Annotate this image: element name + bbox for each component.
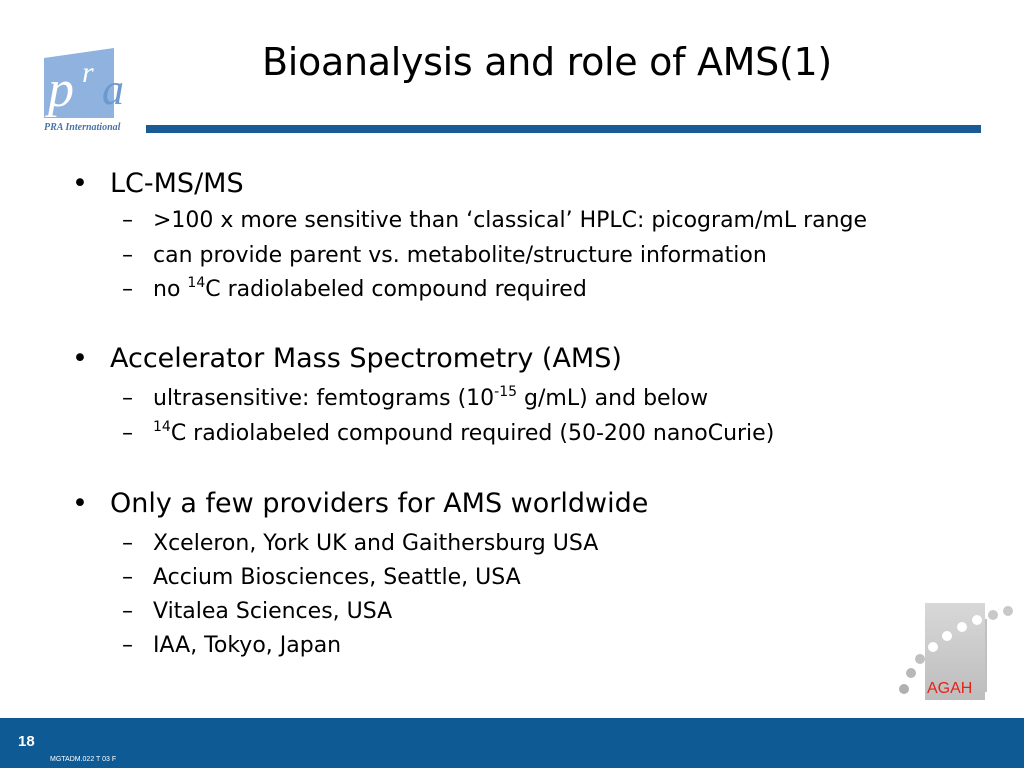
dash-symbol: –: [122, 599, 133, 624]
footer-bar: [0, 718, 1024, 768]
agah-dot: [906, 668, 916, 678]
slide-title: Bioanalysis and role of AMS(1): [262, 40, 832, 84]
pra-logo-letter-a: a: [102, 65, 124, 114]
agah-logo-graphic: [895, 603, 1020, 700]
pra-logo-graphic: [44, 48, 138, 118]
bullet-heading: Accelerator Mass Spectrometry (AMS): [110, 343, 622, 374]
superscript: -15: [494, 384, 518, 400]
agah-dot: [972, 615, 982, 625]
agah-line: [985, 619, 987, 692]
sub-item: [122, 633, 341, 658]
page-number: 18: [18, 733, 35, 750]
sub-item-text-post: C radiolabeled compound required (50-200 nanoCurie): [170, 421, 775, 446]
sub-item: [122, 565, 521, 590]
pra-logo-letter-p: p: [48, 61, 74, 118]
sub-item: [122, 421, 774, 446]
dash-symbol: –: [122, 277, 133, 302]
pra-logo: [44, 48, 138, 118]
bullet-heading: Only a few providers for AMS worldwide: [110, 488, 649, 519]
pra-logo-subtitle: PRA International: [44, 122, 121, 133]
sub-item-text-post: g/mL) and below: [517, 386, 709, 411]
sub-item: [122, 243, 767, 268]
sub-item-text: Accium Biosciences, Seattle, USA: [153, 565, 521, 590]
bullet-symbol: •: [72, 343, 88, 374]
sub-item: [122, 208, 867, 233]
document-code: MGTADM.022 T 03 F: [50, 756, 117, 763]
sub-item-text: Xceleron, York UK and Gaithersburg USA: [153, 531, 599, 556]
dash-symbol: –: [122, 243, 133, 268]
sub-item: [122, 386, 708, 411]
sub-item-text-pre: no: [153, 277, 188, 302]
sub-item-text: >100 x more sensitive than ‘classical’ HPLC: picogram/mL range: [153, 208, 868, 233]
sub-item-text-pre: ultrasensitive: femtograms (10: [153, 386, 495, 411]
agah-dot: [1003, 606, 1013, 616]
bullet-providers: [72, 488, 648, 519]
sub-item: [122, 599, 392, 624]
agah-logo: [895, 603, 1020, 700]
agah-dot: [942, 631, 952, 641]
bullet-heading: LC-MS/MS: [110, 168, 244, 199]
pra-logo-letter-r: r: [82, 56, 94, 89]
sub-item-text: can provide parent vs. metabolite/structure information: [153, 243, 767, 268]
dash-symbol: –: [122, 531, 133, 556]
sub-item-text: Vitalea Sciences, USA: [153, 599, 393, 624]
dash-symbol: –: [122, 633, 133, 658]
superscript: 14: [153, 419, 171, 435]
agah-dot: [915, 654, 925, 664]
dash-symbol: –: [122, 386, 133, 411]
dash-symbol: –: [122, 565, 133, 590]
dash-symbol: –: [122, 208, 133, 233]
sub-item-text: IAA, Tokyo, Japan: [153, 633, 342, 658]
agah-dot: [988, 610, 998, 620]
sub-item: [122, 531, 598, 556]
agah-dot: [957, 622, 967, 632]
bullet-symbol: •: [72, 488, 88, 519]
sub-item-text-post: C radiolabeled compound required: [205, 277, 587, 302]
agah-dot: [899, 684, 909, 694]
bullet-symbol: •: [72, 168, 88, 199]
bullet-lcmsms: [72, 168, 244, 199]
agah-logo-text: AGAH: [927, 680, 973, 697]
superscript: 14: [187, 275, 206, 291]
dash-symbol: –: [122, 421, 133, 446]
bullet-ams: [72, 343, 622, 374]
agah-dot: [928, 642, 938, 652]
title-underline-bar: [146, 125, 981, 133]
sub-item: [122, 277, 587, 302]
